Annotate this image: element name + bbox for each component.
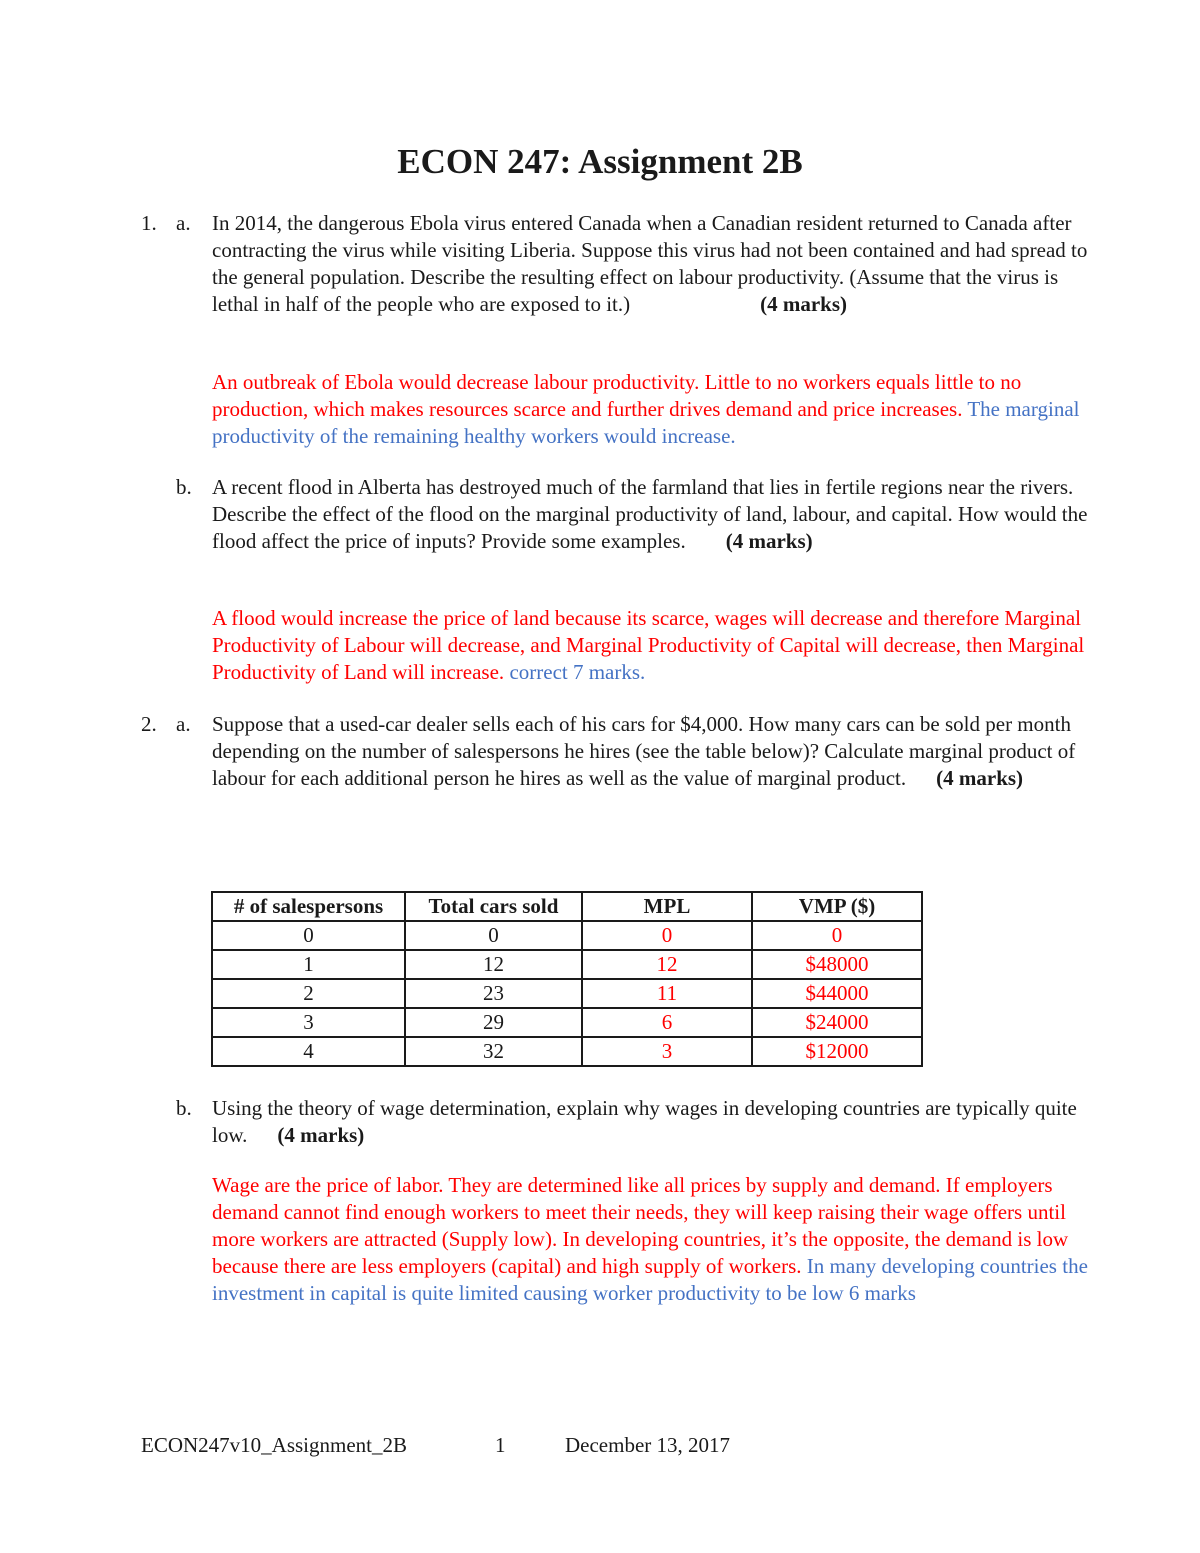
question-1-number: 1. <box>141 211 157 235</box>
table-header-cell: VMP ($) <box>752 892 922 921</box>
question-1b-text <box>212 474 1092 555</box>
question-1a-marks: (4 marks) <box>760 292 848 316</box>
question-2a-text <box>212 711 1092 792</box>
table-cell: 0 <box>212 921 405 950</box>
question-2b-prompt: Using the theory of wage determination, explain why wages in developing countries are typically quite low. <box>212 1096 1077 1147</box>
question-2b-letter: b. <box>176 1096 192 1120</box>
table-cell: 2 <box>212 979 405 1008</box>
table-cell: 1 <box>212 950 405 979</box>
question-2a-prompt: Suppose that a used-car dealer sells each of his cars for $4,000. How many cars can be sold per month depending on the number of salespersons he hires (see the table below)? Calculate marginal product of labour for each additional person he hires as well as the value of marginal product. <box>212 712 1076 790</box>
table-cell-mpl: 11 <box>582 979 752 1008</box>
answer-1b-red-text: A flood would increase the price of land because its scarce, wages will decrease and therefore Marginal Productivity of Labour will decrease, and Marginal Productivity of Capital will decrease, then Marginal Productivity of Land will increase. <box>212 606 1085 684</box>
question-1b-prompt: A recent flood in Alberta has destroyed much of the farmland that lies in fertile regions near the rivers. Describe the effect of the flood on the marginal productivity of land, labour, and capital. How would the flood affect the price of inputs? Provide some examples. <box>212 475 1088 553</box>
answer-1a-blue-comment: The marginal productivity of the remaining healthy workers would increase. <box>212 397 1080 448</box>
table-cell-vmp: 0 <box>752 921 922 950</box>
answer-2b <box>212 1172 1092 1307</box>
question-1a-text <box>212 210 1092 318</box>
table-cell-vmp: $44000 <box>752 979 922 1008</box>
table-cell: 0 <box>405 921 582 950</box>
table-cell-mpl: 6 <box>582 1008 752 1037</box>
question-1b-letter: b. <box>176 475 192 499</box>
footer-page-number: 1 <box>495 1433 506 1457</box>
table-cell-mpl: 12 <box>582 950 752 979</box>
table-row <box>212 1037 922 1066</box>
question-2a-letter: a. <box>176 712 191 736</box>
question-1a-letter: a. <box>176 211 191 235</box>
table-cell: 4 <box>212 1037 405 1066</box>
page-title: ECON 247: Assignment 2B <box>397 142 803 181</box>
answer-2b-red-text: Wage are the price of labor. They are determined like all prices by supply and demand. If employers demand cannot find enough workers to meet their needs, they will keep raising their wage offers until more workers are attracted (Supply low). In developing countries, it’s the opposite, the demand is low because there are less employers (capital) and high supply of workers. <box>212 1173 1069 1278</box>
table-row <box>212 1008 922 1037</box>
answer-2b-blue-comment: In many developing countries the investment in capital is quite limited causing worker productivity to be low 6 marks <box>212 1254 1088 1305</box>
question-1a-prompt: In 2014, the dangerous Ebola virus entered Canada when a Canadian resident returned to Canada after contracting the virus while visiting Liberia. Suppose this virus had not been contained and had spread to the general population. Describe the resulting effect on labour productivity. (Assume that the virus is lethal in half of the people who are exposed to it.) <box>212 211 1088 316</box>
table-row <box>212 979 922 1008</box>
table-cell-mpl: 0 <box>582 921 752 950</box>
table-cell-vmp: $48000 <box>752 950 922 979</box>
footer-filename: ECON247v10_Assignment_2B <box>141 1433 408 1457</box>
footer-date: December 13, 2017 <box>565 1433 731 1457</box>
table-cell: 32 <box>405 1037 582 1066</box>
question-2b-marks: (4 marks) <box>277 1123 365 1147</box>
answer-1b-blue-comment: correct 7 marks. <box>509 660 646 684</box>
table-cell-vmp: $24000 <box>752 1008 922 1037</box>
table-header-cell: Total cars sold <box>405 892 582 921</box>
question-2b-text <box>212 1095 1092 1149</box>
table-header-cell: MPL <box>582 892 752 921</box>
table-cell: 29 <box>405 1008 582 1037</box>
table-cell: 12 <box>405 950 582 979</box>
table-cell: 3 <box>212 1008 405 1037</box>
answer-1a <box>212 369 1092 450</box>
question-2-number: 2. <box>141 712 157 736</box>
question-1b-marks: (4 marks) <box>725 529 813 553</box>
answer-1a-red-text: An outbreak of Ebola would decrease labour productivity. Little to no workers equals little to no production, which makes resources scarce and further drives demand and price increases. <box>212 370 1022 421</box>
table-header-row <box>212 892 922 921</box>
question-2a-marks: (4 marks) <box>936 766 1024 790</box>
table-cell-vmp: $12000 <box>752 1037 922 1066</box>
answer-1b <box>212 605 1092 686</box>
salespersons-table <box>211 891 923 1067</box>
table-cell-mpl: 3 <box>582 1037 752 1066</box>
table-row <box>212 921 922 950</box>
table-header-cell: # of salespersons <box>212 892 405 921</box>
table-row <box>212 950 922 979</box>
table-cell: 23 <box>405 979 582 1008</box>
